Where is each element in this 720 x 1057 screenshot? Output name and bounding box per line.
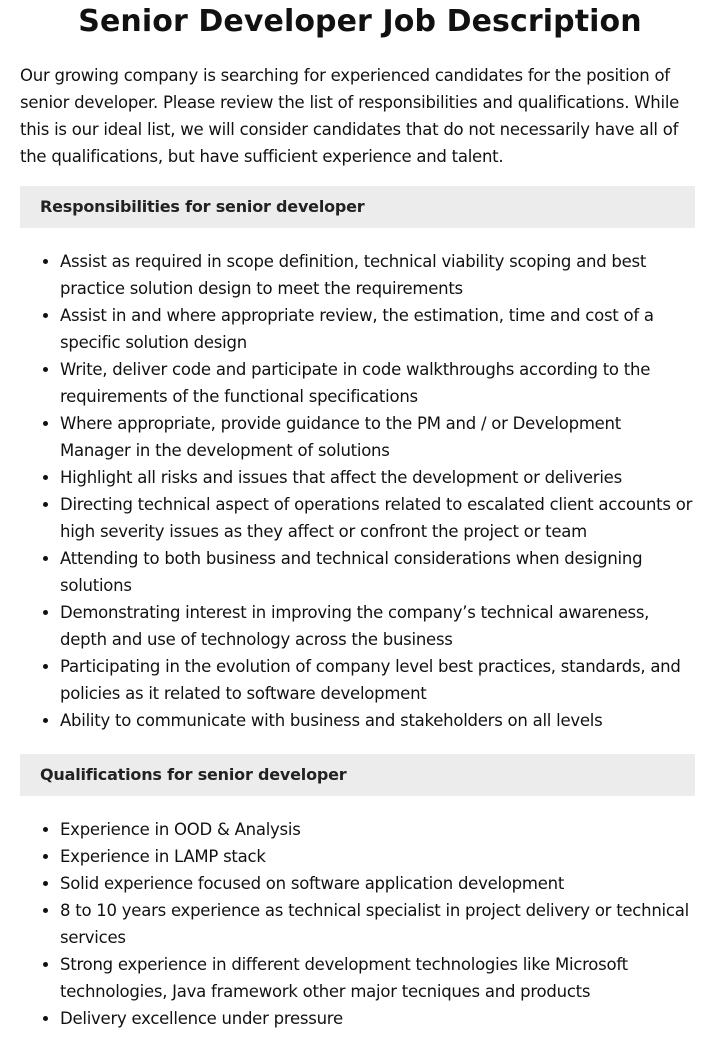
list-item: • Ability to communicate with business and stakeholders on all levels (60, 707, 695, 734)
page-title: Senior Developer Job Description (78, 4, 642, 39)
list-item: • Experience in LAMP stack (60, 843, 695, 870)
responsibilities-list (20, 248, 695, 734)
list-item: • Write, deliver code and participate in code walkthroughs according to the requirements of the functional specifications (60, 356, 695, 410)
list-item: • Directing technical aspect of operations related to escalated client accounts or high severity issues as they affect or confront the project or team (60, 491, 695, 545)
list-item: • Solid experience focused on software application development (60, 870, 695, 897)
list-item: • Where appropriate, provide guidance to the PM and / or Development Manager in the development of solutions (60, 410, 695, 464)
list-item: • Delivery excellence under pressure (60, 1005, 695, 1032)
list-item: • 8 to 10 years experience as technical specialist in project delivery or technical services (60, 897, 695, 951)
list-item: • Attending to both business and technical considerations when designing solutions (60, 545, 695, 599)
responsibilities-heading: Responsibilities for senior developer (20, 186, 695, 228)
list-item: • Strong experience in different development technologies like Microsoft technologies, Java framework other major tecniques and products (60, 951, 695, 1005)
intro-paragraph: Our growing company is searching for experienced candidates for the position of senior developer. Please review the list of responsibilities and qualifications. While this is our ideal list, we will consider candidates that do not necessarily have all of the qualifications, but have sufficient experience and talent. (20, 66, 680, 166)
list-item: • Assist in and where appropriate review, the estimation, time and cost of a specific solution design (60, 302, 695, 356)
qualifications-list (20, 816, 695, 1032)
list-item: • Assist as required in scope definition, technical viability scoping and best practice solution design to meet the requirements (60, 248, 695, 302)
list-item: • Experience in OOD & Analysis (60, 816, 695, 843)
list-item: • Demonstrating interest in improving the company’s technical awareness, depth and use of technology across the business (60, 599, 695, 653)
list-item: • Highlight all risks and issues that affect the development or deliveries (60, 464, 695, 491)
list-item: • Participating in the evolution of company level best practices, standards, and policies as it related to software development (60, 653, 695, 707)
qualifications-heading: Qualifications for senior developer (20, 754, 695, 796)
